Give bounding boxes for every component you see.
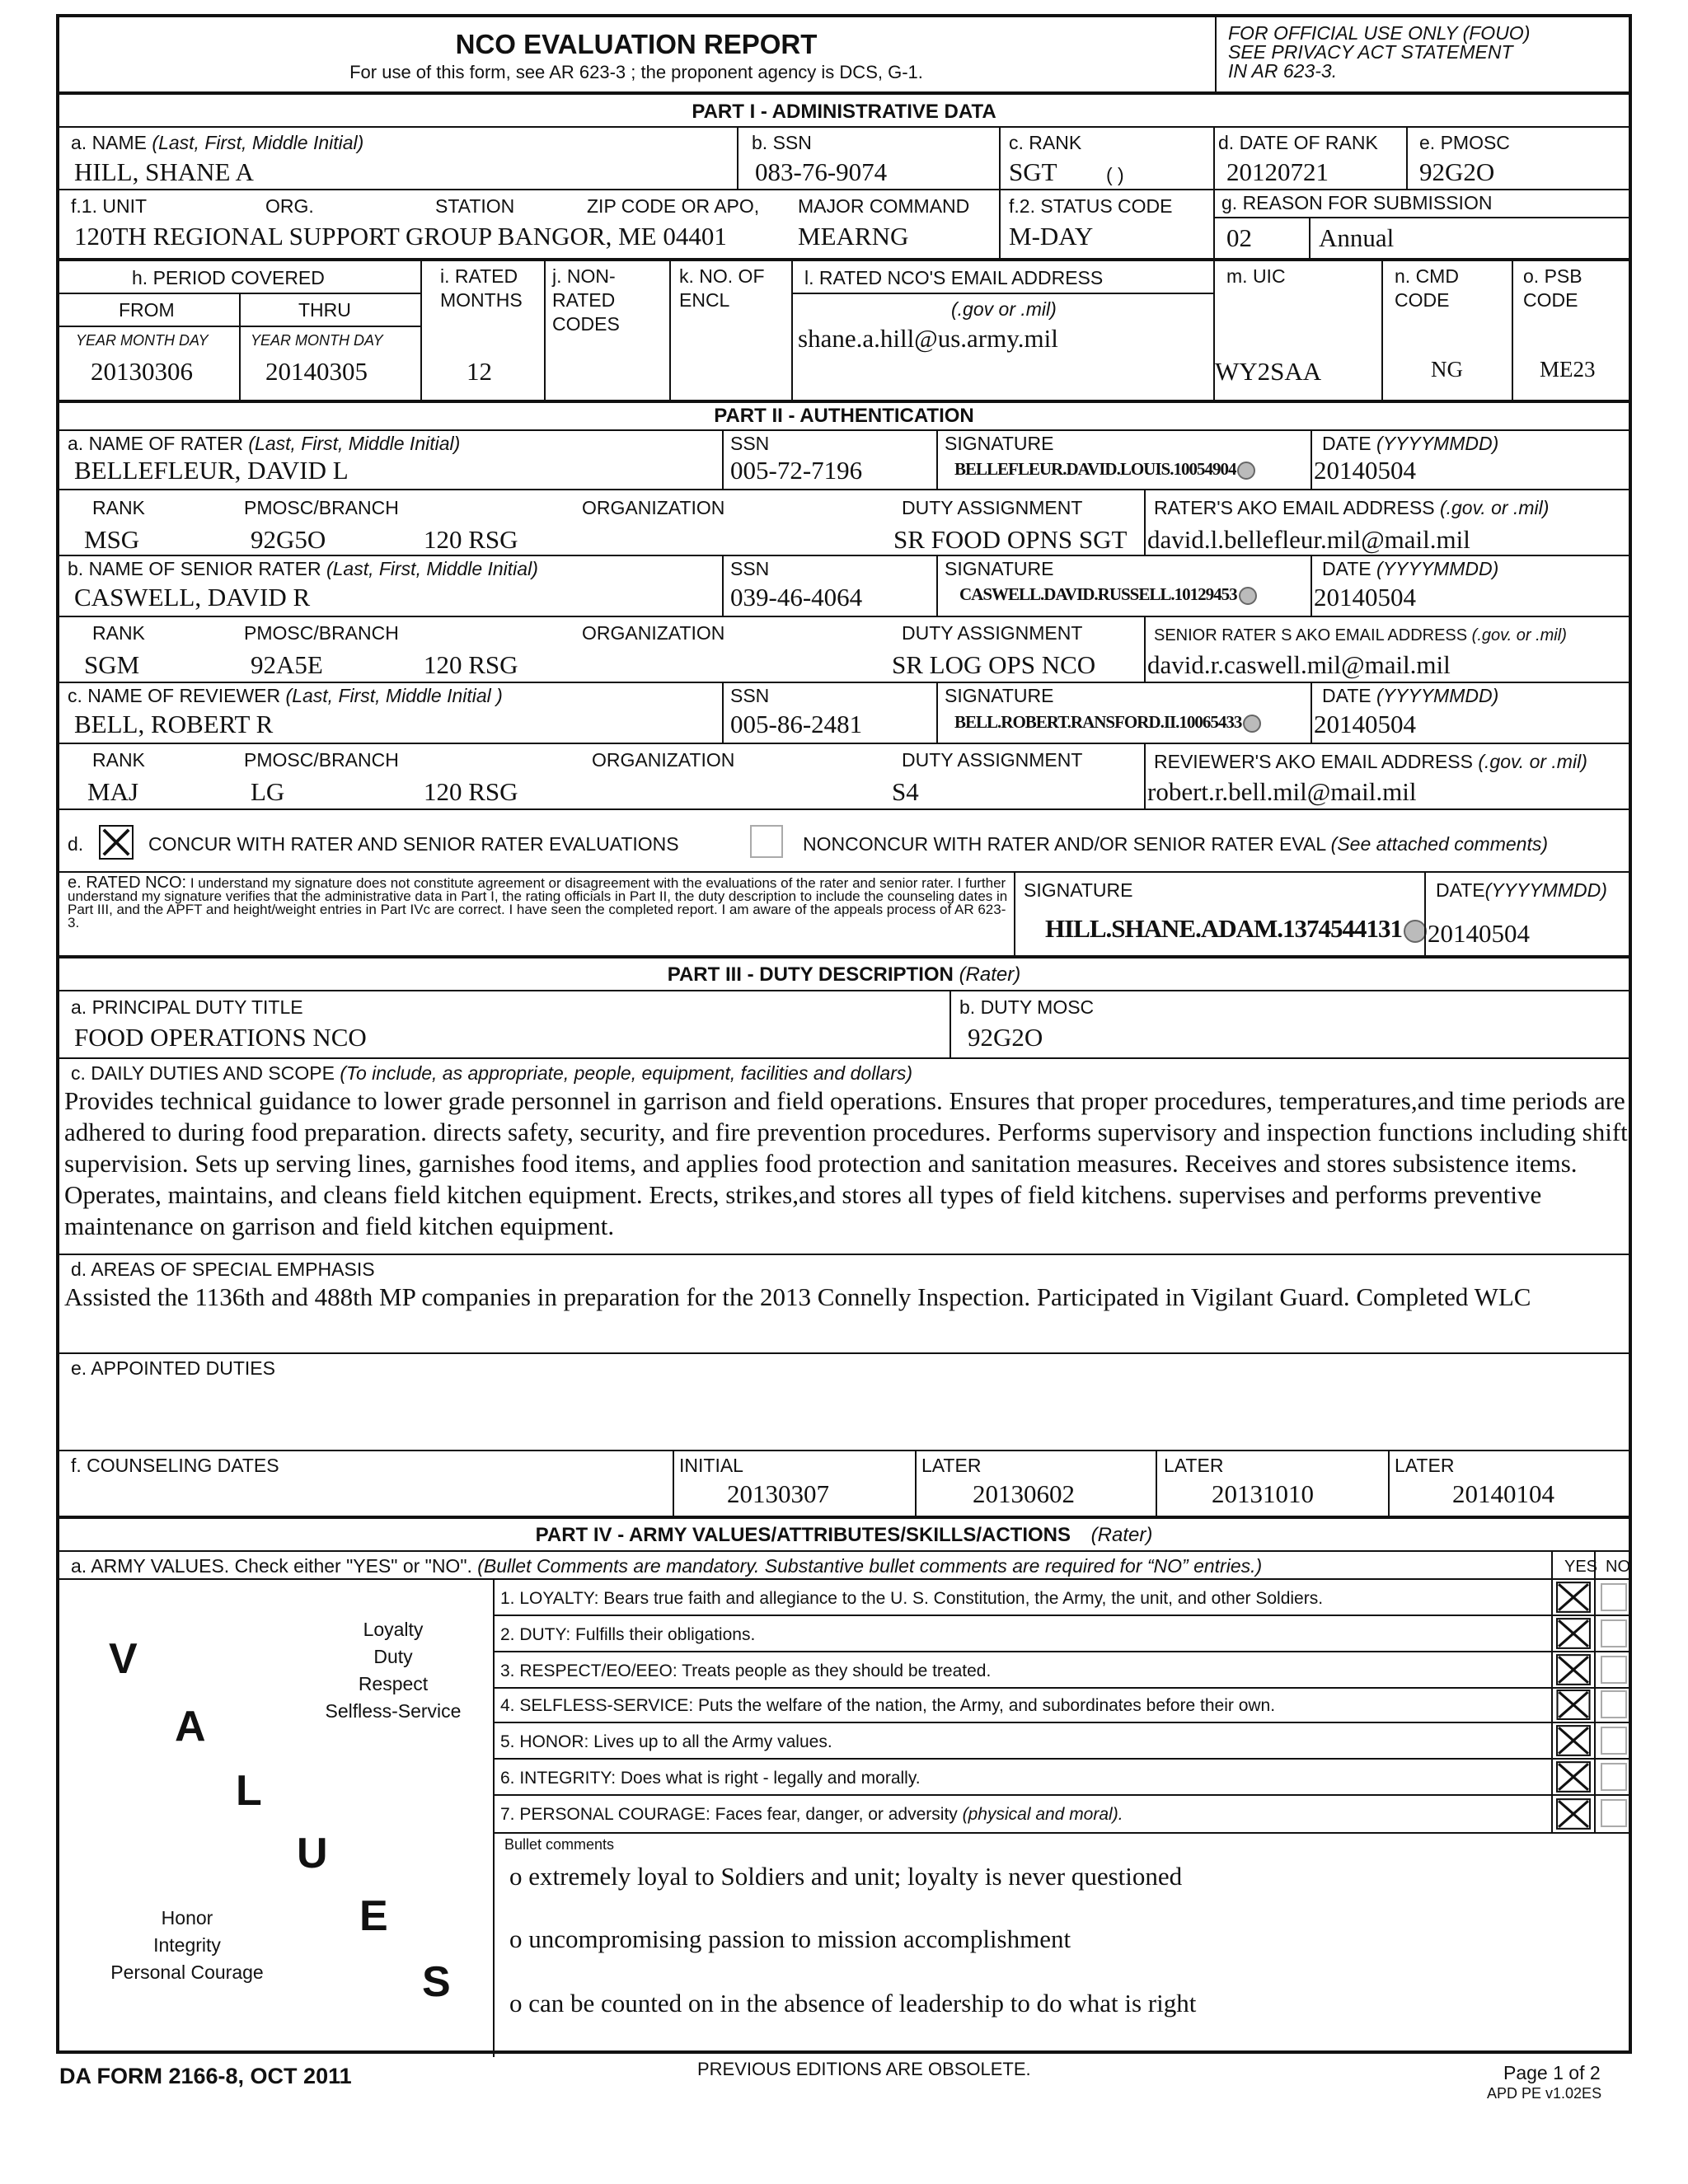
fouo-line-1: FOR OFFICIAL USE ONLY (FOUO): [1228, 22, 1531, 44]
concur-d-label: d.: [68, 833, 84, 855]
period-from: 20130306: [91, 357, 193, 386]
concur-checkbox[interactable]: [99, 825, 134, 860]
honor-no-checkbox[interactable]: [1601, 1727, 1627, 1755]
values-letter-l: L: [236, 1767, 262, 1815]
psb-code-label-1: o. PSB: [1523, 265, 1582, 287]
reviewer-rank: MAJ: [87, 777, 139, 806]
rater-email: david.l.bellefleur.mil@mail.mil: [1147, 525, 1470, 554]
value-row-honor: 5. HONOR: Lives up to all the Army values.: [500, 1732, 832, 1751]
rater-duty: SR FOOD OPNS SGT: [893, 525, 1128, 554]
values-letter-v: V: [109, 1635, 138, 1683]
uic-label: m. UIC: [1226, 265, 1286, 287]
reason-label: g. REASON FOR SUBMISSION: [1221, 192, 1493, 213]
senior-rater-name: CASWELL, DAVID R: [74, 583, 311, 612]
counseling-later-3: 20140104: [1452, 1479, 1554, 1508]
counseling-initial-label: INITIAL: [679, 1455, 743, 1476]
values-letter-u: U: [297, 1830, 328, 1877]
part3-title: PART III - DUTY DESCRIPTION (Rater): [667, 963, 1021, 986]
integrity-no-checkbox[interactable]: [1601, 1763, 1627, 1791]
bullet-comment-1: o extremely loyal to Soldiers and unit; loyalty is never questioned: [509, 1862, 1183, 1891]
nco-date-label: DATE(YYYYMMDD): [1436, 879, 1607, 901]
rated-nco-name: HILL, SHANE A: [74, 157, 254, 186]
signature-seal-icon: [1404, 920, 1427, 943]
nco-signature: HILL.SHANE.ADAM.1374544131: [1045, 914, 1427, 944]
counseling-later-1: 20130602: [973, 1479, 1075, 1508]
duty-no-checkbox[interactable]: [1601, 1619, 1627, 1647]
values-letter-e: E: [359, 1892, 388, 1940]
rated-nco-ssn: 083-76-9074: [755, 157, 888, 186]
cmd-code-label-1: n. CMD: [1395, 265, 1459, 287]
respect-no-checkbox[interactable]: [1601, 1656, 1627, 1684]
date-of-rank: 20120721: [1226, 157, 1329, 186]
honor-yes-checkbox[interactable]: [1556, 1725, 1591, 1756]
form-number: DA FORM 2166-8, OCT 2011: [59, 2064, 352, 2088]
fouo-line-3: IN AR 623-3.: [1228, 60, 1338, 82]
rater-signature-label: SIGNATURE: [945, 433, 1054, 454]
reviewer-rank-label: RANK: [92, 749, 145, 771]
senior-rater-ako-label: SENIOR RATER S AKO EMAIL ADDRESS (.gov. or .mil): [1154, 626, 1567, 644]
counseling-later1-label: LATER: [921, 1455, 982, 1476]
reason-value: Annual: [1319, 223, 1395, 252]
senior-rater-rank-label: RANK: [92, 622, 145, 644]
senior-rater-org-label: ORGANIZATION: [582, 622, 725, 644]
obsolete-notice: PREVIOUS EDITIONS ARE OBSOLETE.: [697, 2059, 1031, 2079]
unit-label: f.1. UNIT: [71, 195, 148, 217]
nonrated-label-2: RATED: [552, 289, 616, 311]
rater-ako-label: RATER'S AKO EMAIL ADDRESS (.gov. or .mil): [1154, 497, 1550, 518]
counseling-later-2: 20131010: [1212, 1479, 1314, 1508]
integrity-yes-checkbox[interactable]: [1556, 1761, 1591, 1793]
thru-label: THRU: [298, 299, 351, 321]
thru-ymd: YEAR MONTH DAY: [251, 332, 383, 349]
x-mark-icon: [1556, 1582, 1591, 1613]
nonrated-label-3: CODES: [552, 313, 620, 335]
bullet-comment-3: o can be counted on in the absence of leadership to do what is right: [509, 1989, 1197, 2018]
nonconcur-label: NONCONCUR WITH RATER AND/OR SENIOR RATER EVAL (See attached comments): [803, 833, 1548, 855]
special-emphasis-label: d. AREAS OF SPECIAL EMPHASIS: [71, 1258, 375, 1280]
rater-pmosc: 92G5O: [251, 525, 326, 554]
rater-duty-label: DUTY ASSIGNMENT: [902, 497, 1083, 518]
part2-title: PART II - AUTHENTICATION: [714, 405, 974, 427]
rated-nco-rank: SGT: [1009, 157, 1057, 186]
uic-value: WY2SAA: [1215, 357, 1322, 386]
reviewer-signature-label: SIGNATURE: [945, 685, 1054, 706]
reviewer-ssn: 005-86-2481: [730, 710, 863, 738]
reviewer-org: 120 RSG: [424, 777, 518, 806]
form-title: NCO EVALUATION REPORT: [455, 29, 818, 59]
x-mark-icon: [1556, 1690, 1591, 1720]
reviewer-signature: BELL.ROBERT.RANSFORD.II.10065433: [954, 714, 1261, 733]
concur-label: CONCUR WITH RATER AND SENIOR RATER EVALUATIONS: [148, 833, 679, 855]
page-number: Page 1 of 2: [1503, 2062, 1601, 2083]
nonrated-label-1: j. NON-: [552, 265, 616, 287]
from-ymd: YEAR MONTH DAY: [76, 332, 209, 349]
duty-title: FOOD OPERATIONS NCO: [74, 1023, 367, 1052]
rated-months: 12: [467, 357, 492, 386]
counseling-dates-label: f. COUNSELING DATES: [71, 1455, 279, 1476]
form-subtitle: For use of this form, see AR 623-3 ; the proponent agency is DCS, G-1.: [349, 62, 923, 82]
psb-code-label-2: CODE: [1523, 289, 1578, 311]
rater-date: 20140504: [1314, 456, 1416, 485]
senior-rater-date-label: DATE (YYYYMMDD): [1322, 558, 1499, 579]
rater-rank-label: RANK: [92, 497, 145, 518]
x-mark-icon: [1556, 1725, 1591, 1756]
value-row-duty: 2. DUTY: Fulfills their obligations.: [500, 1625, 756, 1644]
value-row-integrity: 6. INTEGRITY: Does what is right - legally and morally.: [500, 1769, 921, 1788]
values-letter-a: A: [175, 1703, 206, 1750]
duty-mosc-label: b. DUTY MOSC: [959, 996, 1095, 1018]
loyalty-yes-checkbox[interactable]: [1556, 1582, 1591, 1613]
rank-label: c. RANK: [1009, 132, 1082, 153]
senior-rater-duty-label: DUTY ASSIGNMENT: [902, 622, 1083, 644]
duty-title-label: a. PRINCIPAL DUTY TITLE: [71, 996, 303, 1018]
pmosc-value: 92G2O: [1419, 157, 1495, 186]
value-row-selfless-service: 4. SELFLESS-SERVICE: Puts the welfare of the nation, the Army, and subordinates before their own.: [500, 1696, 1276, 1715]
army-values-label: a. ARMY VALUES. Check either "YES" or "NO". (Bullet Comments are mandatory. Substantive bullet comments are required for “NO” entries.): [71, 1555, 1263, 1577]
reviewer-duty: S4: [892, 777, 919, 806]
rated-months-label-2: MONTHS: [440, 289, 523, 311]
fouo-line-2: SEE PRIVACY ACT STATEMENT: [1228, 41, 1513, 63]
value-row-respect: 3. RESPECT/EO/EEO: Treats people as they should be treated.: [500, 1661, 992, 1680]
rater-signature: BELLEFLEUR.DAVID.LOUIS.10054904: [954, 461, 1255, 480]
special-emphasis-text: Assisted the 1136th and 488th MP companies in preparation for the 2013 Connelly Inspection. Participated in Vigilant Guard. Completed WLC: [64, 1282, 1531, 1311]
ssn-label: b. SSN: [752, 132, 812, 153]
rater-pmosc-label: PMOSC/BRANCH: [244, 497, 399, 518]
no-column-label: NO: [1606, 1558, 1630, 1576]
signature-seal-icon: [1239, 587, 1257, 605]
rater-org-label: ORGANIZATION: [582, 497, 725, 518]
senior-rater-rank: SGM: [84, 650, 140, 679]
rater-ssn: 005-72-7196: [730, 456, 863, 485]
duty-yes-checkbox[interactable]: [1556, 1618, 1591, 1649]
counseling-initial: 20130307: [727, 1479, 829, 1508]
evaluation-form: [56, 14, 1632, 2054]
x-mark-icon: [101, 827, 132, 858]
rater-date-label: DATE (YYYYMMDD): [1322, 433, 1499, 454]
encl-label-1: k. NO. OF: [679, 265, 765, 287]
form-version: APD PE v1.02ES: [1487, 2085, 1602, 2102]
encl-label-2: ENCL: [679, 289, 730, 311]
part1-title: PART I - ADMINISTRATIVE DATA: [692, 101, 996, 123]
nco-date: 20140504: [1428, 919, 1530, 948]
daily-duties-text: Provides technical guidance to lower grade personnel in garrison and field operations. Ensures that proper procedures, temperatures,and time periods are adhered to during food preparation. directs safety, security, and fire prevention procedures. Performs supervisory and inspection functions including shift supervision. Sets up serving lines, garnishes food items, and applies food protection and sanitation measures. Receives and stores subsistence items. Operates, maintains, and cleans field kitchen equipment. Erects, strikes,and stores all types of field kitchens. supervises and performs preventive maintenance on garrison and field kitchen equipment.: [64, 1086, 1628, 1240]
reviewer-name-label: c. NAME OF REVIEWER (Last, First, Middle Initial ): [68, 685, 503, 706]
name-label: a. NAME (Last, First, Middle Initial): [71, 132, 364, 153]
rated-nco-statement: e. RATED NCO: I understand my signature does not constitute agreement or disagreement with the evaluations of the rater and senior rater. I further understand my signature verifies that the administrative data in Part I, the rating officials in Part II, the duty description to include the counseling dates in Part III, and the APFT and height/weight entries in Part IVc are correct. I have seen the completed report. I am aware of the appeals process of AR 623-3.: [68, 874, 1008, 930]
psb-code: ME23: [1540, 357, 1596, 382]
x-mark-icon: [1556, 1654, 1591, 1685]
reviewer-ako-label: REVIEWER'S AKO EMAIL ADDRESS (.gov. or .mil): [1154, 751, 1587, 772]
senior-rater-date: 20140504: [1314, 583, 1416, 612]
senior-rater-pmosc: 92A5E: [251, 650, 323, 679]
majcom-label: MAJOR COMMAND: [798, 195, 970, 217]
signature-seal-icon: [1243, 715, 1261, 733]
rated-months-label-1: i. RATED: [440, 265, 518, 287]
senior-rater-org: 120 RSG: [424, 650, 518, 679]
x-mark-icon: [1556, 1618, 1591, 1649]
cmd-code-label-2: CODE: [1395, 289, 1450, 311]
reviewer-date-label: DATE (YYYYMMDD): [1322, 685, 1499, 706]
reviewer-ssn-label: SSN: [730, 685, 770, 706]
status-code: M-DAY: [1009, 222, 1094, 251]
reviewer-pmosc-label: PMOSC/BRANCH: [244, 749, 399, 771]
reviewer-pmosc: LG: [251, 777, 285, 806]
counseling-later3-label: LATER: [1395, 1455, 1455, 1476]
senior-rater-duty: SR LOG OPS NCO: [892, 650, 1096, 679]
unit-value: 120TH REGIONAL SUPPORT GROUP BANGOR, ME 04401: [74, 222, 727, 251]
senior-rater-name-label: b. NAME OF SENIOR RATER (Last, First, Middle Initial): [68, 558, 538, 579]
value-row-loyalty: 1. LOYALTY: Bears true faith and allegiance to the U. S. Constitution, the Army, the unit, and other Soldiers.: [500, 1589, 1324, 1608]
respect-yes-checkbox[interactable]: [1556, 1654, 1591, 1685]
senior-rater-email: david.r.caswell.mil@mail.mil: [1147, 650, 1451, 679]
reviewer-org-label: ORGANIZATION: [592, 749, 735, 771]
reason-code: 02: [1226, 223, 1252, 252]
rater-rank: MSG: [84, 525, 140, 554]
reviewer-name: BELL, ROBERT R: [74, 710, 274, 738]
yes-column-label: YES: [1564, 1558, 1598, 1576]
zip-label: ZIP CODE OR APO,: [587, 195, 760, 217]
value-row-personal-courage: 7. PERSONAL COURAGE: Faces fear, danger, or adversity (physical and moral).: [500, 1805, 1123, 1824]
personal-courage-yes-checkbox[interactable]: [1556, 1797, 1591, 1830]
personal-courage-no-checkbox[interactable]: [1601, 1799, 1627, 1827]
rater-name: BELLEFLEUR, DAVID L: [74, 456, 349, 485]
values-letter-s: S: [422, 1958, 451, 2006]
x-mark-icon: [1556, 1761, 1591, 1793]
selfless-service-yes-checkbox[interactable]: [1556, 1690, 1591, 1720]
part4-title: PART IV - ARMY VALUES/ATTRIBUTES/SKILLS/ACTIONS (Rater): [535, 1524, 1153, 1546]
senior-rater-signature: CASWELL.DAVID.RUSSELL.10129453: [959, 586, 1257, 605]
senior-rater-ssn-label: SSN: [730, 558, 770, 579]
appointed-duties-label: e. APPOINTED DUTIES: [71, 1357, 275, 1379]
nco-signature-label: SIGNATURE: [1024, 879, 1133, 901]
rated-nco-email: shane.a.hill@us.army.mil: [798, 324, 1058, 353]
senior-rater-pmosc-label: PMOSC/BRANCH: [244, 622, 399, 644]
period-thru: 20140305: [265, 357, 368, 386]
rater-ssn-label: SSN: [730, 433, 770, 454]
status-code-label: f.2. STATUS CODE: [1009, 195, 1173, 217]
majcom-value: MEARNG: [798, 222, 909, 251]
bullet-comments-label: Bullet comments: [504, 1836, 615, 1853]
rater-org: 120 RSG: [424, 525, 518, 554]
period-label: h. PERIOD COVERED: [132, 267, 325, 288]
values-list-top: Loyalty Duty Respect Selfless-Service: [325, 1619, 462, 1722]
reviewer-duty-label: DUTY ASSIGNMENT: [902, 749, 1083, 771]
date-of-rank-label: d. DATE OF RANK: [1218, 132, 1378, 153]
reviewer-date: 20140504: [1314, 710, 1416, 738]
email-label-hint: (.gov or .mil): [951, 298, 1057, 320]
duty-mosc: 92G2O: [968, 1023, 1043, 1052]
org-label: ORG.: [265, 195, 314, 217]
signature-seal-icon: [1237, 462, 1255, 480]
bullet-comment-2: o uncompromising passion to mission accomplishment: [509, 1924, 1071, 1953]
loyalty-no-checkbox[interactable]: [1601, 1583, 1627, 1611]
rank-paren: ( ): [1106, 164, 1124, 185]
from-label: FROM: [119, 299, 175, 321]
cmd-code: NG: [1431, 357, 1463, 382]
selfless-service-no-checkbox[interactable]: [1601, 1690, 1627, 1718]
pmosc-label: e. PMOSC: [1419, 132, 1510, 153]
x-mark-icon: [1556, 1797, 1591, 1830]
daily-duties-label: c. DAILY DUTIES AND SCOPE (To include, as appropriate, people, equipment, facilities and dollars): [71, 1062, 913, 1084]
counseling-later2-label: LATER: [1164, 1455, 1224, 1476]
station-label: STATION: [435, 195, 515, 217]
rater-name-label: a. NAME OF RATER (Last, First, Middle Initial): [68, 433, 461, 454]
values-list-bottom: Honor Integrity Personal Courage: [110, 1907, 264, 1983]
senior-rater-ssn: 039-46-4064: [730, 583, 863, 612]
senior-rater-signature-label: SIGNATURE: [945, 558, 1054, 579]
email-label: l. RATED NCO'S EMAIL ADDRESS: [804, 267, 1104, 288]
reviewer-email: robert.r.bell.mil@mail.mil: [1147, 777, 1417, 806]
nonconcur-checkbox[interactable]: [750, 825, 783, 858]
